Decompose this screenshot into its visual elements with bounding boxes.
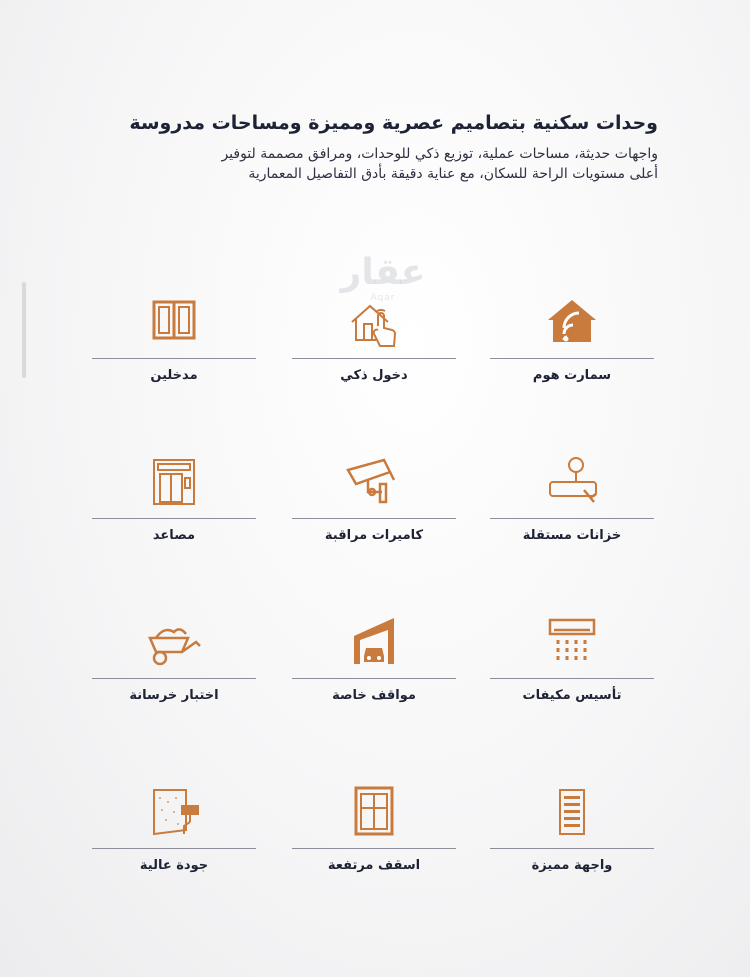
divider (490, 518, 654, 519)
watermark-logo: عقار Aqar (340, 252, 426, 303)
feature-label: اسقف مرتفعة (327, 858, 421, 873)
private-parking-icon (344, 616, 404, 668)
quality-wallpaper-icon (144, 786, 204, 838)
air-conditioner-icon (542, 616, 602, 668)
high-ceiling-icon (344, 786, 404, 838)
divider (490, 848, 654, 849)
feature-independent-tanks (490, 456, 654, 556)
feature-elevators (92, 456, 256, 556)
feature-concrete-test (92, 616, 256, 716)
feature-label: كاميرات مراقبة (324, 528, 424, 543)
feature-smart-home (490, 296, 654, 396)
page-description (58, 144, 658, 184)
feature-label: جودة عالية (139, 858, 209, 873)
scroll-indicator[interactable] (22, 282, 26, 378)
divider (490, 358, 654, 359)
divider (490, 678, 654, 679)
double-door-icon (144, 296, 204, 348)
smart-entry-icon (344, 296, 404, 348)
divider (92, 518, 256, 519)
feature-cctv (292, 456, 456, 556)
divider (92, 358, 256, 359)
concrete-wheelbarrow-icon (144, 616, 204, 668)
feature-label: اختبار خرسانة (129, 688, 219, 703)
security-camera-icon (344, 456, 404, 508)
elevator-icon (144, 456, 204, 508)
divider (292, 848, 456, 849)
feature-high-quality (92, 786, 256, 886)
feature-label: دخول ذكي (340, 368, 408, 383)
building-facade-icon (542, 786, 602, 838)
water-tank-meter-icon (542, 456, 602, 508)
feature-label: واجهة مميزة (531, 858, 613, 873)
feature-double-entrance (92, 296, 256, 396)
feature-label: تأسيس مكيفات (522, 688, 622, 703)
divider (92, 678, 256, 679)
feature-ac-prep (490, 616, 654, 716)
feature-label: مصاعد (152, 528, 196, 543)
feature-label: مواقف خاصة (332, 688, 416, 703)
description-line-1: واجهات حديثة، مساحات عملية، توزيع ذكي للوحدات، ومرافق مصممة لتوفير (221, 146, 658, 162)
divider (292, 358, 456, 359)
feature-smart-entry (292, 296, 456, 396)
feature-distinct-facade (490, 786, 654, 886)
divider (292, 678, 456, 679)
page-title: وحدات سكنية بتصاميم عصرية ومميزة ومساحات مدروسة (129, 112, 658, 134)
divider (92, 848, 256, 849)
feature-label: خزانات مستقلة (522, 528, 622, 543)
description-line-2: أعلى مستويات الراحة للسكان، مع عناية دقيقة بأدق التفاصيل المعمارية (248, 166, 658, 182)
feature-label: مدخلين (150, 368, 198, 383)
smart-home-icon (542, 296, 602, 348)
feature-label: سمارت هوم (532, 368, 612, 383)
feature-private-parking (292, 616, 456, 716)
header (58, 112, 658, 184)
feature-high-ceilings (292, 786, 456, 886)
divider (292, 518, 456, 519)
